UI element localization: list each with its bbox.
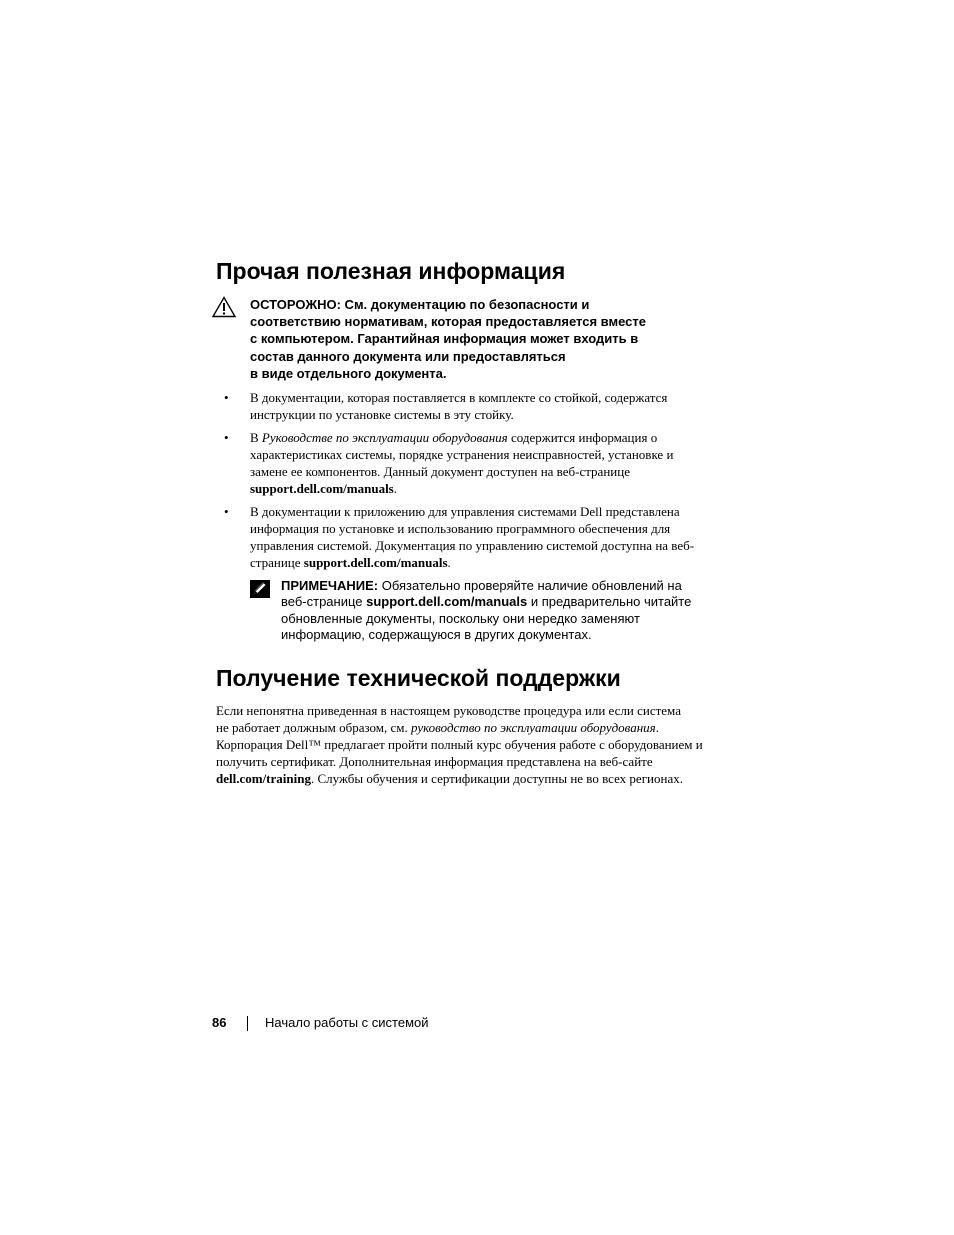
manuals-link[interactable]: support.dell.com/manuals (303, 555, 448, 570)
manuals-link[interactable]: support.dell.com/manuals (250, 481, 394, 496)
bullet-icon: • (224, 390, 229, 405)
list-item: • В документации, которая поставляется в комплекте со стойкой, содержатся инструкции по установке системы в эту стойку. (224, 390, 668, 422)
manuals-link[interactable]: support.dell.com/manuals (366, 594, 528, 610)
note-text: ПРИМЕЧАНИЕ: Обязательно проверяйте наличие обновлений на веб-странице support.dell.com/manuals и предварительно читайте обновленные документы, поскольку они нередко заменяют информацию, содержащуюся в других документах. (281, 578, 692, 643)
doc-title-italic: Руководстве по эксплуатации оборудования (261, 430, 508, 445)
caution-text: ОСТОРОЖНО: См. документацию по безопасности и соответствию нормативам, которая предоставляется вместе с компьютером. Гарантийная информация может входить в состав данного документа или предоставляться в виде отдельного документа. (250, 297, 647, 381)
footer-divider (247, 1016, 248, 1031)
bullet-list (222, 389, 722, 577)
warning-triangle-icon (212, 296, 236, 318)
support-paragraph: Если непонятна приведенная в настоящем руководстве процедура или если система не работает должным образом, см. руководство по эксплуатации оборудования. Корпорация Dell™ предлагает пройти полный курс обучения работе с оборудованием и получить сертификат. Дополнительная информация представлена на веб-сайте dell.com/training. Службы обучения и сертификации доступны не во всех регионах. (216, 703, 703, 786)
list-item: • В документации к приложению для управления системами Dell представлена информация по установке и использованию программного обеспечения для управления системой. Документация по управлению системой доступна на веб- странице support.dell.com/manuals. (224, 504, 695, 570)
section-heading-support: Получение технической поддержки (216, 665, 621, 691)
section-heading-other-info: Прочая полезная информация (216, 258, 566, 284)
caution-label: ОСТОРОЖНО: (250, 297, 341, 312)
doc-title-italic: руководство по эксплуатации оборудования (411, 720, 656, 735)
training-link[interactable]: dell.com/training (216, 771, 311, 786)
bullet-icon: • (224, 504, 229, 519)
footer-title: Начало работы с системой (265, 1015, 429, 1030)
note-label: ПРИМЕЧАНИЕ: (281, 578, 379, 593)
page-number: 86 (212, 1015, 227, 1030)
list-item: • В Руководстве по эксплуатации оборудования содержится информация о характеристиках системы, порядке устранения неисправностей, установке и замене ее компонентов. Данный документ доступен на веб-странице support.dell.com/manuals. (224, 430, 674, 496)
bullet-icon: • (224, 430, 229, 445)
note-pencil-icon (250, 580, 270, 598)
